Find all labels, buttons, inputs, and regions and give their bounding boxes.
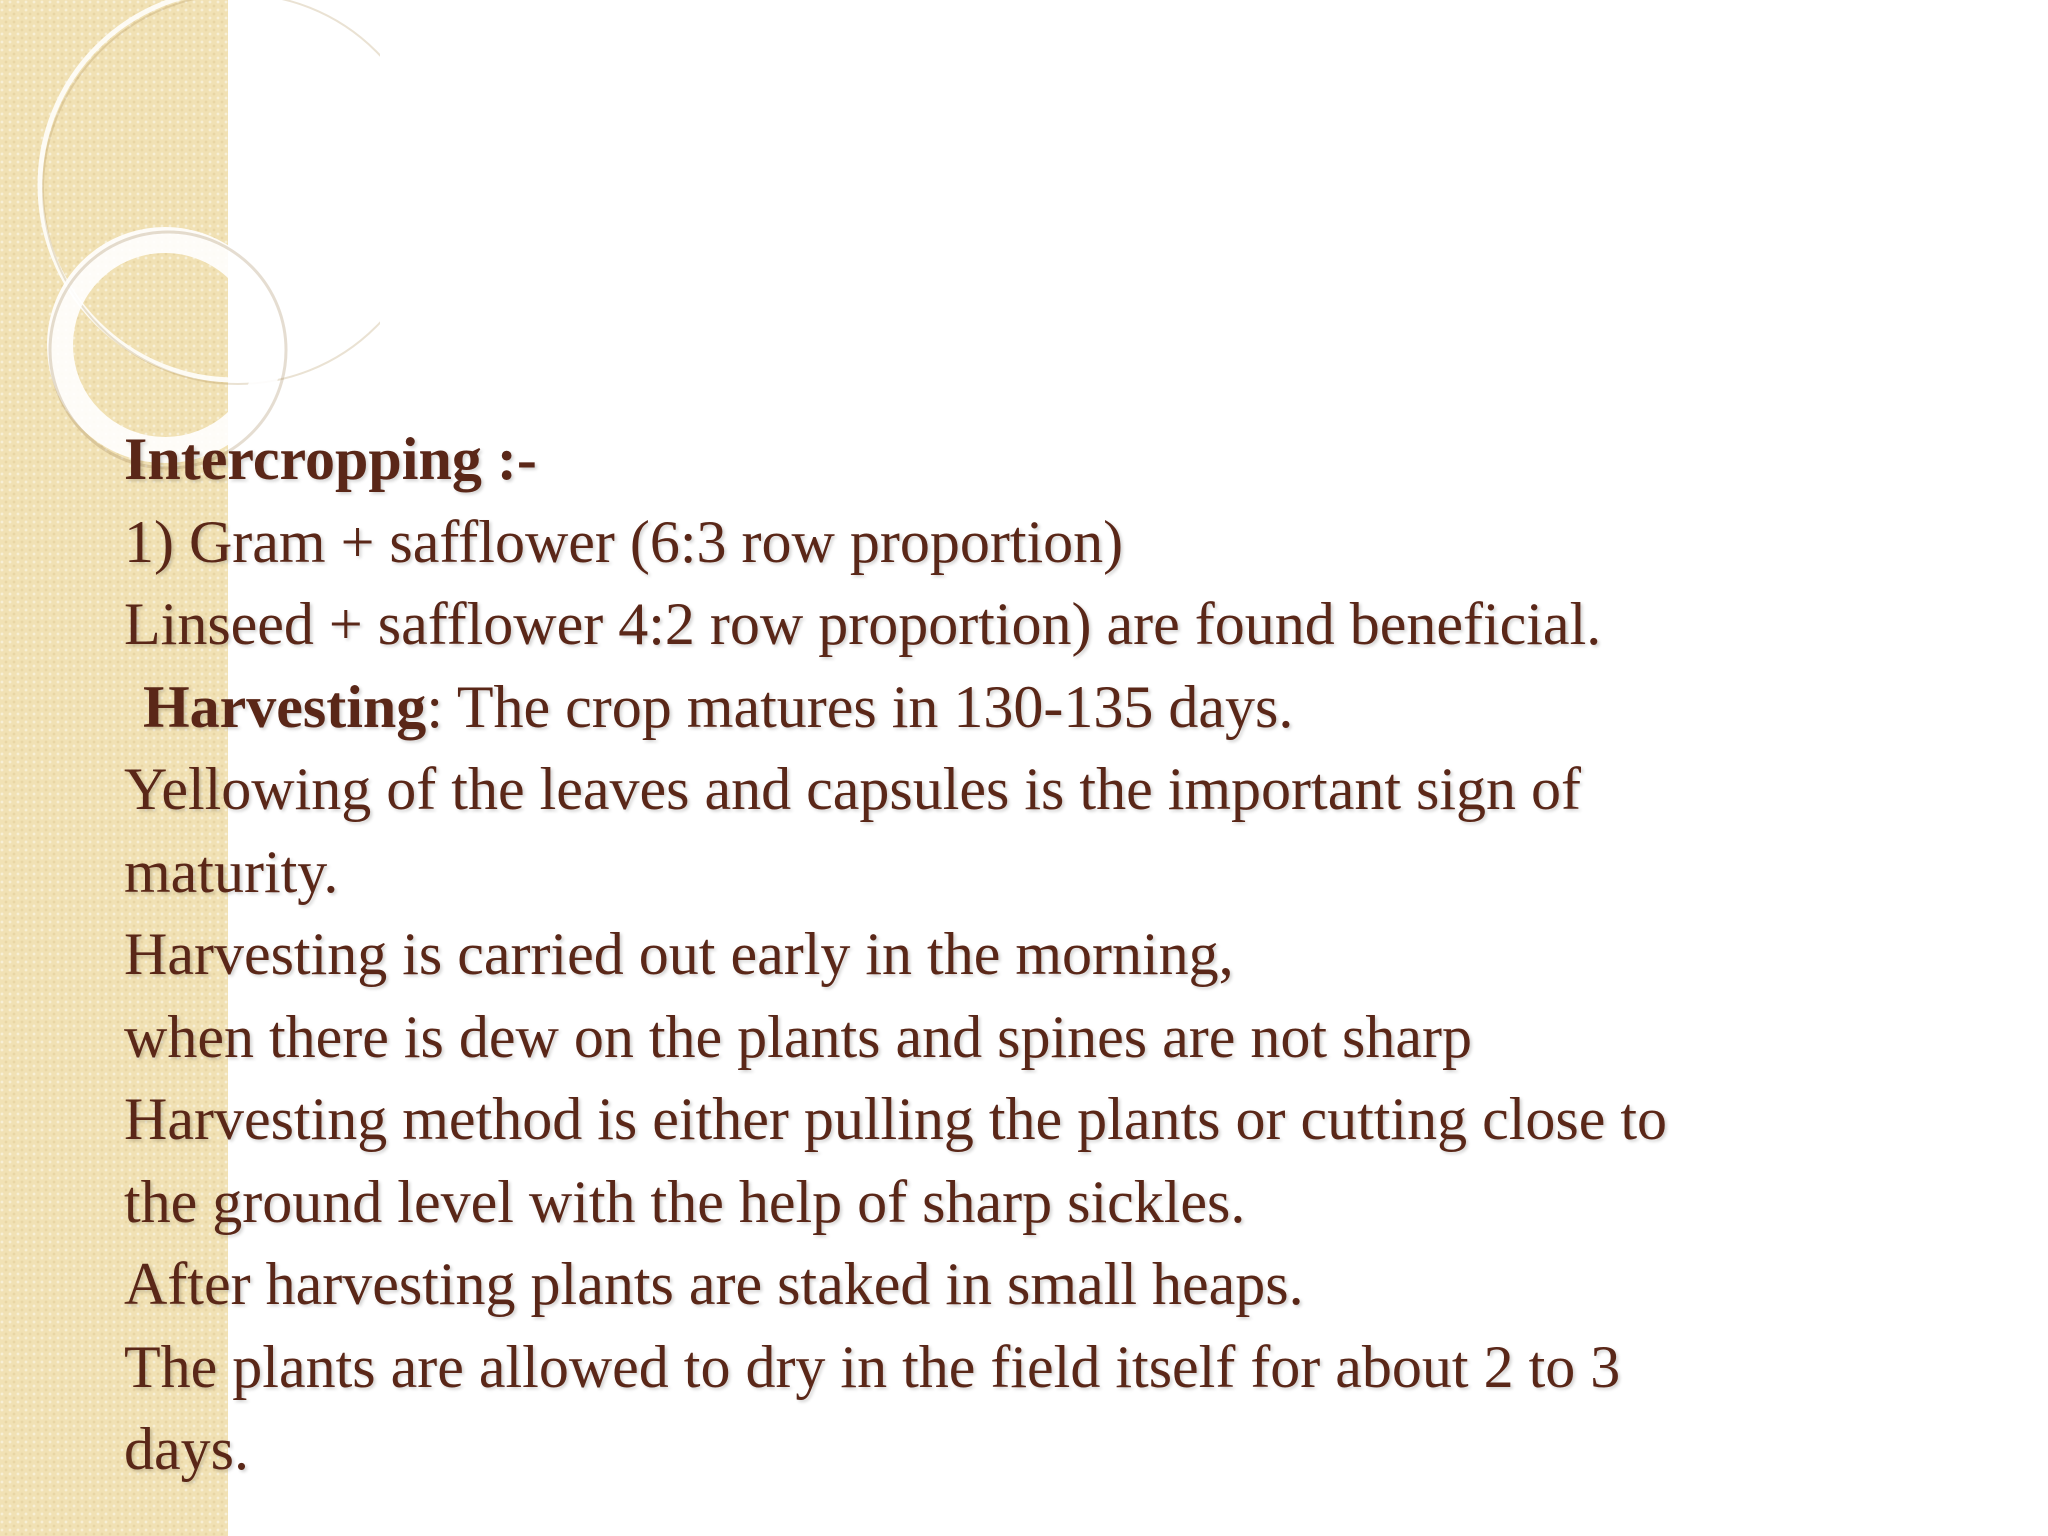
heading-harvesting-label: Harvesting — [143, 673, 427, 740]
large-ring-shadow — [43, 0, 380, 384]
text-line-linseed-safflower: Linseed + safflower 4:2 row proportion) are found beneficial. — [124, 591, 1602, 657]
text-line-days: days. — [124, 1416, 249, 1482]
text-line-harvest-method: Harvesting method is either pulling the plants or cutting close to — [124, 1086, 1668, 1152]
heading-intercropping — [124, 418, 1984, 501]
large-ring — [40, 0, 380, 380]
text-line-harvest-morning: Harvesting is carried out early in the morning, — [124, 921, 1234, 987]
text-line-gram-safflower: 1) Gram + safflower (6:3 row proportion) — [124, 508, 1124, 575]
text-line-dew: when there is dew on the plants and spines are not sharp — [124, 1003, 1472, 1070]
heading-harvesting-line — [124, 666, 1984, 749]
slide-body-text — [124, 418, 1984, 1491]
harvesting-maturity-days: : The crop matures in 130-135 days. — [426, 673, 1294, 740]
heading-intercropping-label: Intercropping :- — [124, 426, 537, 492]
text-line-maturity: maturity. — [124, 838, 339, 905]
text-line-sickles: the ground level with the help of sharp sickles. — [124, 1168, 1246, 1235]
text-line-heaps: After harvesting plants are staked in small heaps. — [124, 1251, 1304, 1317]
text-line-dry-field: The plants are allowed to dry in the field itself for about 2 to 3 — [124, 1333, 1621, 1400]
text-line-yellowing: Yellowing of the leaves and capsules is the important sign of — [124, 756, 1581, 822]
